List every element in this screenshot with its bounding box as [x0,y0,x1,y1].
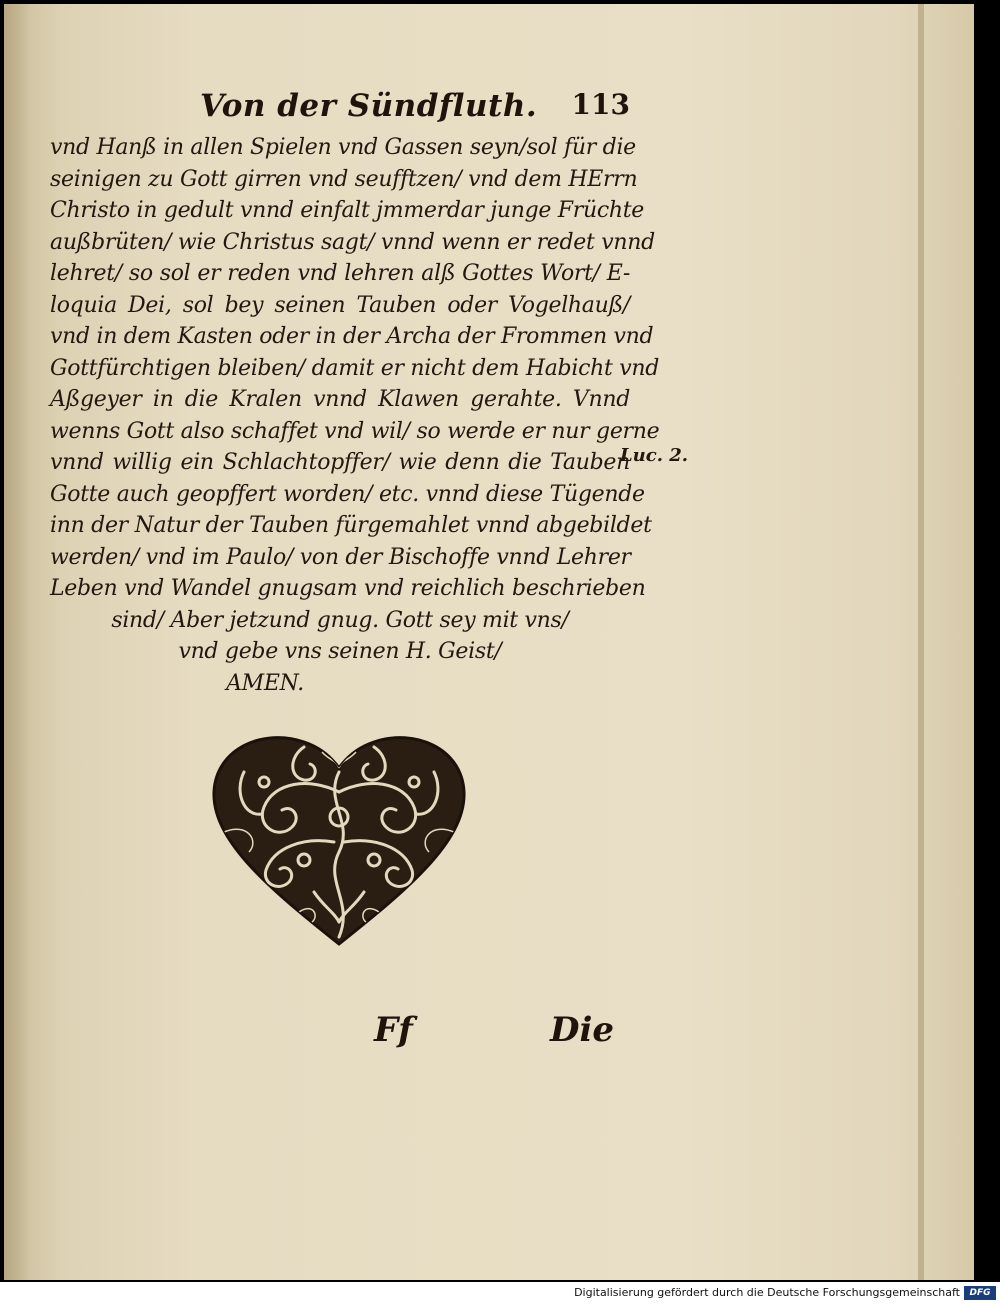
text-line: werden/ vnd im Paulo/ von der Bischoffe vnnd Lehrer [50,544,631,570]
digitization-footer [0,1282,1000,1304]
text-line: Christo in gedult vnnd einfalt jmmerdar junge Früchte [50,198,644,223]
text-line: außbrüten/ wie Christus sagt/ vnnd wenn er redet vnnd [50,229,655,255]
catchword-line [374,1010,614,1058]
text-line: vnd Hanß in allen Spielen vnd Gassen seyn/sol für die [50,135,636,160]
text-line: sind/ Aber jetzund gnug. Gott sey mit vns/ [111,607,569,633]
text-line-amen: AMEN. [226,670,304,696]
text-line: vnd in dem Kasten oder in der Archa der Frommen vnd [50,324,654,349]
heart-ornament [204,722,474,950]
page-number: 113 [571,88,630,121]
page-gutter-shadow [4,4,30,1280]
text-line: inn der Natur der Tauben fürgemahlet vnnd abgebildet [50,513,652,538]
digitization-credit: Digitalisierung gefördert durch die Deutsche Forschungsgemeinschaft [574,1286,960,1299]
text-line: wenns Gott also schaffet vnd wil/ so werde er nur gerne [50,418,660,444]
text-line: seinigen zu Gott girren vnd seufftzen/ vnd dem HErrn [50,166,638,192]
text-line: Leben vnd Wandel gnugsam vnd reichlich beschrieben [50,576,646,601]
text-line: loquia Dei, sol bey seinen Tauben oder Vogelhauß/ [50,292,630,318]
marginal-note: Luc. 2. [620,445,689,466]
running-head: Von der Sündfluth. [200,88,538,124]
signature-mark: Ff [374,1010,413,1050]
dfg-logo-icon: DFG [964,1286,996,1300]
catchword: Die [549,1010,614,1050]
text-line: vnd gebe vns seinen H. Geist/ [178,639,502,664]
text-line: Gotte auch geopffert worden/ etc. vnnd diese Tügende [50,481,645,507]
text-line: Gottfürchtigen bleiben/ damit er nicht dem Habicht vnd [50,355,659,381]
page-header [200,88,630,132]
page-edge [918,4,924,1280]
text-line: Aßgeyer in die Kralen vnnd Klawen gerahte. Vnnd [50,387,630,412]
text-line: lehret/ so sol er reden vnd lehren alß Gottes Wort/ E- [50,261,630,286]
text-line: vnnd willig ein Schlachtopffer/ wie denn die Tauben [50,450,630,475]
book-page [4,4,974,1280]
